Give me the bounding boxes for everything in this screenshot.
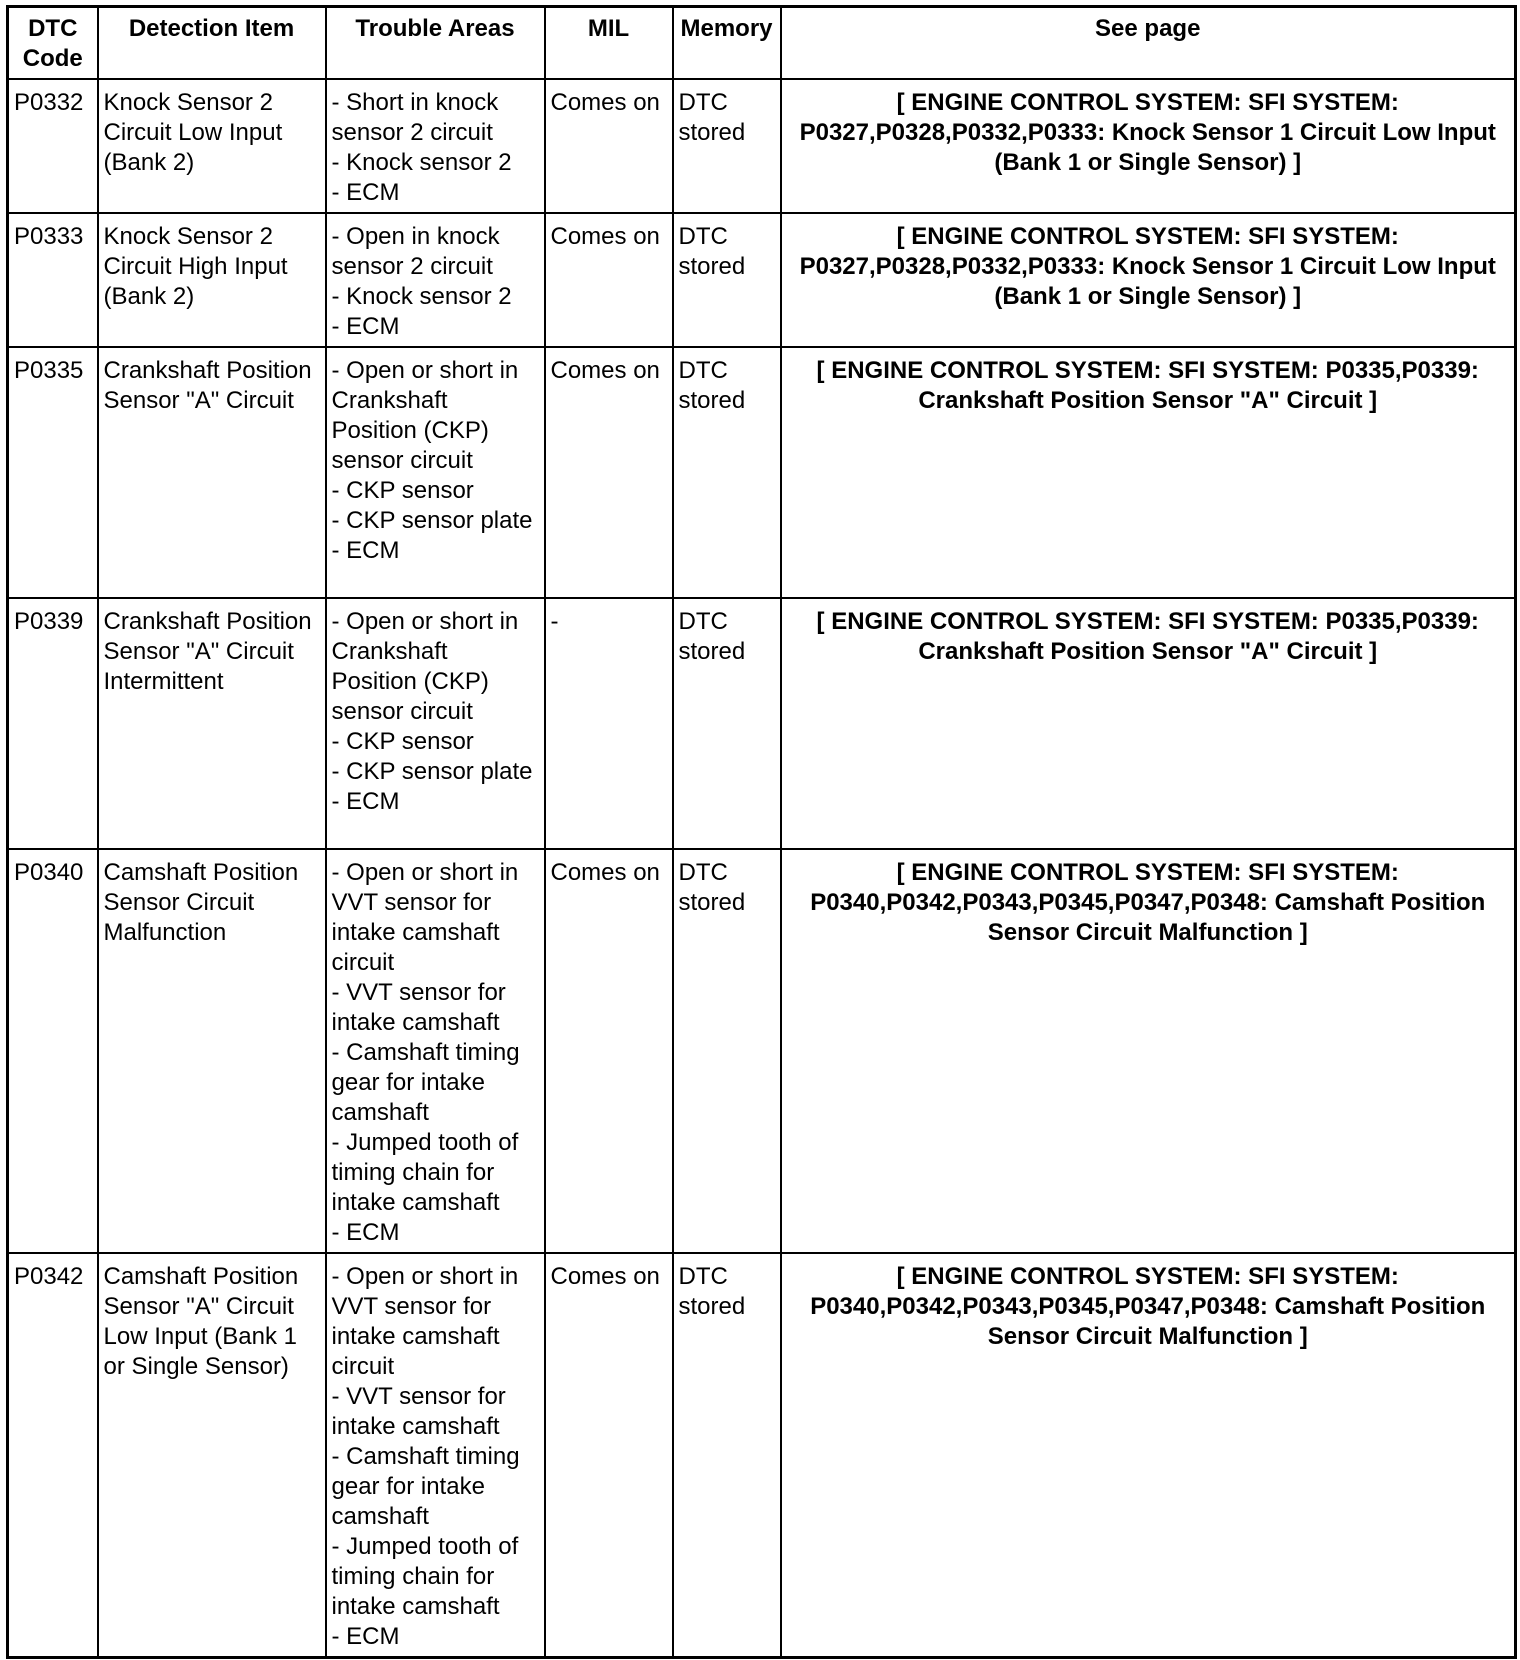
see-page-link[interactable]: [ ENGINE CONTROL SYSTEM: SFI SYSTEM: P0340,P0342,P0343,P0345,P0347,P0348: Camshaft Position Sensor Circuit Malfunction ] bbox=[781, 849, 1516, 1253]
memory-cell: DTC stored bbox=[673, 213, 781, 347]
trouble-area-line: - Short in knock sensor 2 circuit bbox=[331, 89, 499, 146]
header-detection-item: Detection Item bbox=[98, 7, 326, 80]
dtc-code-cell: P0335 bbox=[8, 347, 98, 598]
see-page-link[interactable]: [ ENGINE CONTROL SYSTEM: SFI SYSTEM: P0327,P0328,P0332,P0333: Knock Sensor 1 Circuit Low Input (Bank 1 or Single Sensor) ] bbox=[781, 213, 1516, 347]
header-see-page: See page bbox=[781, 7, 1516, 80]
trouble-area-line: - Open or short in Crankshaft Position (CKP) sensor circuit bbox=[331, 357, 519, 474]
mil-cell: Comes on bbox=[545, 347, 673, 598]
table-row bbox=[8, 849, 1516, 1253]
detection-item-cell: Crankshaft Position Sensor "A" Circuit Intermittent bbox=[98, 598, 326, 849]
trouble-area-line: - Knock sensor 2 bbox=[331, 149, 512, 176]
detection-item-cell: Camshaft Position Sensor "A" Circuit Low Input (Bank 1 or Single Sensor) bbox=[98, 1253, 326, 1658]
dtc-code-cell: P0333 bbox=[8, 213, 98, 347]
see-page-link[interactable]: [ ENGINE CONTROL SYSTEM: SFI SYSTEM: P0340,P0342,P0343,P0345,P0347,P0348: Camshaft Position Sensor Circuit Malfunction ] bbox=[781, 1253, 1516, 1658]
trouble-area-line: - CKP sensor plate bbox=[331, 507, 533, 534]
trouble-areas-cell bbox=[326, 598, 545, 849]
trouble-area-line: - Camshaft timing gear for intake camshaft bbox=[331, 1039, 520, 1126]
table-row bbox=[8, 598, 1516, 849]
header-row bbox=[8, 7, 1516, 80]
dtc-code-cell: P0342 bbox=[8, 1253, 98, 1658]
trouble-area-line: - Open in knock sensor 2 circuit bbox=[331, 223, 500, 280]
trouble-areas-cell bbox=[326, 213, 545, 347]
memory-cell: DTC stored bbox=[673, 849, 781, 1253]
dtc-code-cell: P0340 bbox=[8, 849, 98, 1253]
memory-cell: DTC stored bbox=[673, 79, 781, 213]
memory-cell: DTC stored bbox=[673, 347, 781, 598]
trouble-area-line: - Open or short in VVT sensor for intake camshaft circuit bbox=[331, 1263, 519, 1380]
trouble-area-line: - CKP sensor bbox=[331, 477, 474, 504]
mil-cell: Comes on bbox=[545, 1253, 673, 1658]
trouble-areas-cell bbox=[326, 1253, 545, 1658]
trouble-areas-cell bbox=[326, 347, 545, 598]
dtc-code-cell: P0332 bbox=[8, 79, 98, 213]
memory-cell: DTC stored bbox=[673, 598, 781, 849]
detection-item-cell: Crankshaft Position Sensor "A" Circuit bbox=[98, 347, 326, 598]
trouble-area-line: - Open or short in Crankshaft Position (CKP) sensor circuit bbox=[331, 608, 519, 725]
trouble-area-line: - Knock sensor 2 bbox=[331, 283, 512, 310]
trouble-area-line: - ECM bbox=[331, 179, 400, 206]
trouble-area-line: - VVT sensor for intake camshaft bbox=[331, 1383, 506, 1440]
trouble-area-line: - CKP sensor bbox=[331, 728, 474, 755]
trouble-area-line: - Camshaft timing gear for intake camshaft bbox=[331, 1443, 520, 1530]
trouble-area-line: - ECM bbox=[331, 1623, 400, 1650]
trouble-area-line: - ECM bbox=[331, 788, 400, 815]
dtc-table-container bbox=[6, 5, 1517, 1659]
memory-cell: DTC stored bbox=[673, 1253, 781, 1658]
header-mil: MIL bbox=[545, 7, 673, 80]
table-row bbox=[8, 1253, 1516, 1658]
trouble-area-line: - ECM bbox=[331, 313, 400, 340]
trouble-areas-cell bbox=[326, 79, 545, 213]
detection-item-cell: Camshaft Position Sensor Circuit Malfunction bbox=[98, 849, 326, 1253]
trouble-area-line: - ECM bbox=[331, 1219, 400, 1246]
header-trouble-areas: Trouble Areas bbox=[326, 7, 545, 80]
mil-cell: - bbox=[545, 598, 673, 849]
dtc-code-cell: P0339 bbox=[8, 598, 98, 849]
trouble-area-line: - CKP sensor plate bbox=[331, 758, 533, 785]
table-row bbox=[8, 347, 1516, 598]
header-dtc-code: DTC Code bbox=[8, 7, 98, 80]
see-page-link[interactable]: [ ENGINE CONTROL SYSTEM: SFI SYSTEM: P0335,P0339: Crankshaft Position Sensor "A" Circuit ] bbox=[781, 347, 1516, 598]
detection-item-cell: Knock Sensor 2 Circuit High Input (Bank 2) bbox=[98, 213, 326, 347]
detection-item-cell: Knock Sensor 2 Circuit Low Input (Bank 2) bbox=[98, 79, 326, 213]
trouble-area-line: - Jumped tooth of timing chain for intake camshaft bbox=[331, 1129, 519, 1216]
header-memory: Memory bbox=[673, 7, 781, 80]
dtc-table bbox=[6, 5, 1517, 1659]
trouble-area-line: - VVT sensor for intake camshaft bbox=[331, 979, 506, 1036]
trouble-area-line: - Jumped tooth of timing chain for intake camshaft bbox=[331, 1533, 519, 1620]
see-page-link[interactable]: [ ENGINE CONTROL SYSTEM: SFI SYSTEM: P0335,P0339: Crankshaft Position Sensor "A" Circuit ] bbox=[781, 598, 1516, 849]
trouble-area-line: - ECM bbox=[331, 537, 400, 564]
see-page-link[interactable]: [ ENGINE CONTROL SYSTEM: SFI SYSTEM: P0327,P0328,P0332,P0333: Knock Sensor 1 Circuit Low Input (Bank 1 or Single Sensor) ] bbox=[781, 79, 1516, 213]
table-row bbox=[8, 213, 1516, 347]
mil-cell: Comes on bbox=[545, 849, 673, 1253]
trouble-areas-cell bbox=[326, 849, 545, 1253]
table-row bbox=[8, 79, 1516, 213]
trouble-area-line: - Open or short in VVT sensor for intake camshaft circuit bbox=[331, 859, 519, 976]
mil-cell: Comes on bbox=[545, 79, 673, 213]
mil-cell: Comes on bbox=[545, 213, 673, 347]
